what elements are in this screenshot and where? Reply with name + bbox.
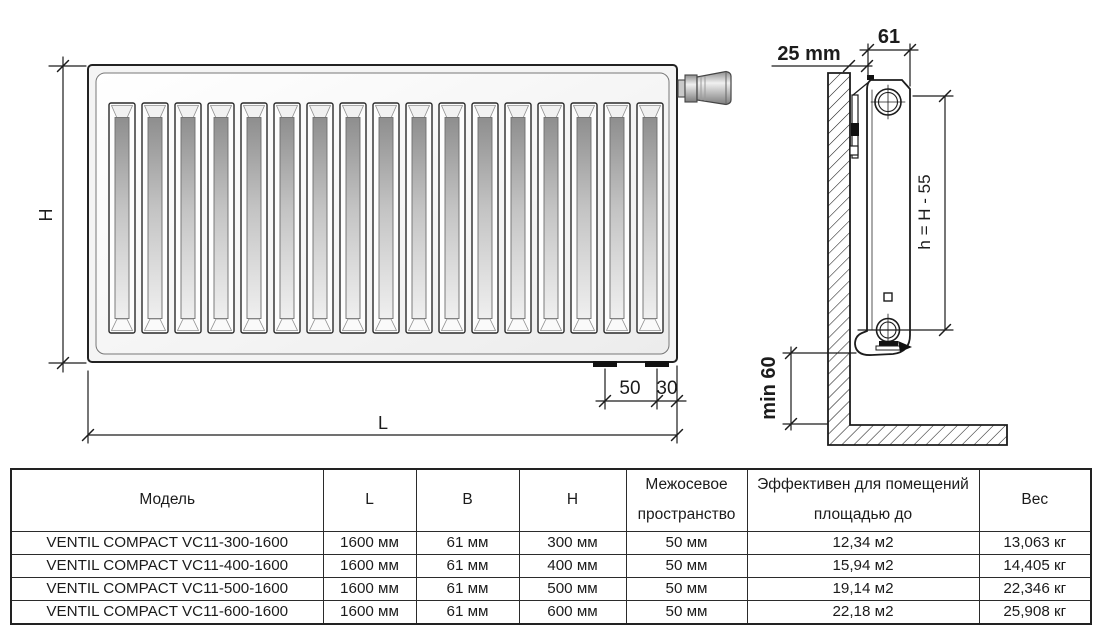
col-header-l: L xyxy=(323,469,416,531)
valve-knob xyxy=(678,72,731,105)
col-header-weight: Вес xyxy=(979,469,1091,531)
dim-label-30: 30 xyxy=(656,378,678,399)
front-view xyxy=(36,57,731,443)
dim-label-length: L xyxy=(377,413,389,433)
dim-label-depth: 61 xyxy=(877,26,901,48)
cell-weight: 14,405 кг xyxy=(979,554,1091,577)
dim-label-wall-gap: 25 mm xyxy=(777,43,841,65)
connection-stub-right xyxy=(645,361,669,367)
side-view xyxy=(758,26,1007,445)
cell-h: 400 мм xyxy=(519,554,626,577)
cell-spacing: 50 мм xyxy=(626,577,747,600)
dim-label-floor-clearance: min 60 xyxy=(758,356,780,420)
cell-b: 61 мм xyxy=(416,577,519,600)
dim-label-mount-height: h = H - 55 xyxy=(915,174,934,250)
table-row xyxy=(11,600,1091,624)
cell-h: 500 мм xyxy=(519,577,626,600)
cell-weight: 25,908 кг xyxy=(979,600,1091,624)
dim-label-height: H xyxy=(36,208,56,222)
table-header-row xyxy=(11,469,1091,531)
col-header-b: B xyxy=(416,469,519,531)
dim-label-50: 50 xyxy=(619,378,641,399)
cell-b: 61 мм xyxy=(416,554,519,577)
cell-spacing: 50 мм xyxy=(626,554,747,577)
cell-spacing: 50 мм xyxy=(626,600,747,624)
cell-area: 15,94 м2 xyxy=(747,554,979,577)
table-row xyxy=(11,554,1091,577)
table-row xyxy=(11,531,1091,554)
col-header-spacing: Межосевое пространство xyxy=(626,469,747,531)
connection-stub-left xyxy=(593,361,617,367)
cell-area: 12,34 м2 xyxy=(747,531,979,554)
cell-h: 600 мм xyxy=(519,600,626,624)
cell-area: 19,14 м2 xyxy=(747,577,979,600)
cell-weight: 13,063 кг xyxy=(979,531,1091,554)
cell-area: 22,18 м2 xyxy=(747,600,979,624)
cell-l: 1600 мм xyxy=(323,577,416,600)
cell-l: 1600 мм xyxy=(323,600,416,624)
radiator-front xyxy=(88,65,731,367)
col-header-model: Модель xyxy=(11,469,323,531)
cell-l: 1600 мм xyxy=(323,531,416,554)
table-row xyxy=(11,577,1091,600)
col-header-area: Эффективен для помещений площадью до xyxy=(747,469,979,531)
cell-model: VENTIL COMPACT VC11-500-1600 xyxy=(11,577,323,600)
cell-model: VENTIL COMPACT VC11-600-1600 xyxy=(11,600,323,624)
radiator-grooves xyxy=(109,103,663,333)
cell-b: 61 мм xyxy=(416,600,519,624)
col-header-h: H xyxy=(519,469,626,531)
cell-model: VENTIL COMPACT VC11-400-1600 xyxy=(11,554,323,577)
cell-l: 1600 мм xyxy=(323,554,416,577)
spec-table xyxy=(10,468,1092,625)
radiator-side xyxy=(855,80,912,355)
cell-spacing: 50 мм xyxy=(626,531,747,554)
cell-weight: 22,346 кг xyxy=(979,577,1091,600)
cell-b: 61 мм xyxy=(416,531,519,554)
cell-h: 300 мм xyxy=(519,531,626,554)
cell-model: VENTIL COMPACT VC11-300-1600 xyxy=(11,531,323,554)
